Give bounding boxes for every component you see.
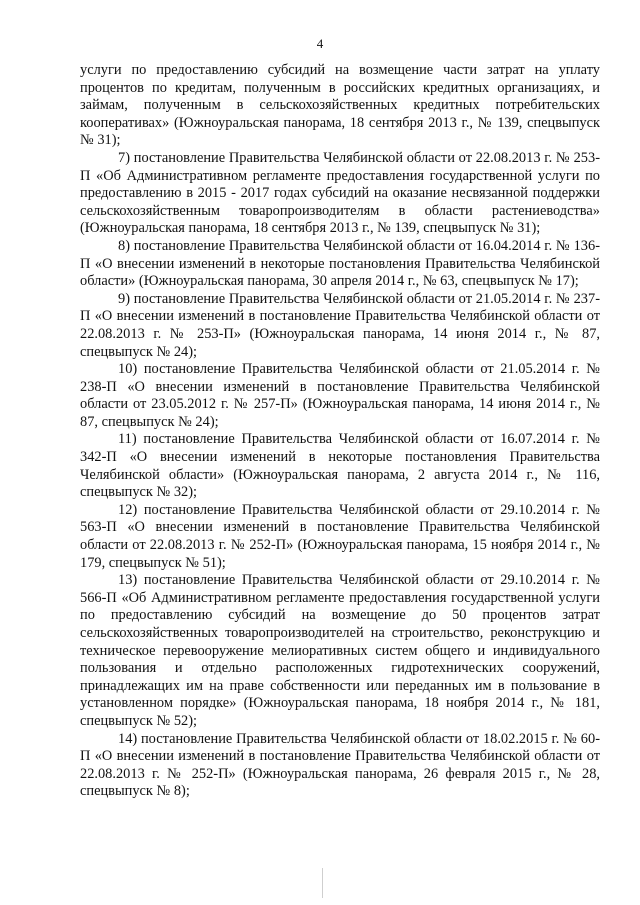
paragraph-continuation: услуги по предоставлению субсидий на возмещение части затрат на уплату процентов по кредитам, полученным в российских кредитных организациях, и займам, полученным в сельскохозяйственных кредитных потребительских кооперативах» (Южноуральская панорама, 18 сентября 2013 г., № 139, спецвыпуск № 31); [80,62,600,149]
paragraph-item-9: 9) постановление Правительства Челябинской области от 21.05.2014 г. № 237-П «О внесении изменений в постановление Правительства Челябинской области от 22.08.2013 г. № 253-П» (Южноуральская панорама, 14 июня 2014 г., № 87, спецвыпуск № 24); [80,290,600,360]
paragraph-item-7: 7) постановление Правительства Челябинской области от 22.08.2013 г. № 253-П «Об Административном регламенте предоставления государственной услуги по предоставлению в 2015 - 2017 годах субсидий на оказание несвязанной поддержки сельскохозяйственным товаропроизводителям в области растениеводства» (Южноуральская панорама, 18 сентября 2013 г., № 139, спецвыпуск № 31); [80,149,600,237]
paragraph-item-8: 8) постановление Правительства Челябинской области от 16.04.2014 г. № 136-П «О внесении изменений в некоторые постановления Правительства Челябинской области» (Южноуральская панорама, 30 апреля 2014 г., № 63, спецвыпуск № 17); [80,237,600,290]
document-body [80,62,600,801]
paragraph-item-10: 10) постановление Правительства Челябинской области от 21.05.2014 г. № 238-П «О внесении изменений в постановление Правительства Челябинской области от 23.05.2012 г. № 257-П» (Южноуральская панорама, 14 июня 2014 г., № 87, спецвыпуск № 24); [80,361,600,430]
paragraph-item-11: 11) постановление Правительства Челябинской области от 16.07.2014 г. № 342-П «О внесении изменений в некоторые постановления Правительства Челябинской области» (Южноуральская панорама, 2 августа 2014 г., № 116, спецвыпуск № 32); [80,431,600,501]
paragraph-item-13: 13) постановление Правительства Челябинской области от 29.10.2014 г. № 566-П «Об Административном регламенте предоставления государственной услуги по предоставлению субсидий на возмещение до 50 процентов затрат сельскохозяйственных товаропроизводителей на строительство, реконструкцию и техническое перевооружение мелиоративных систем общего и индивидуального пользования и отдельно расположенных гидротехнических сооружений, принадлежащих им на праве собственности или переданных им в пользование в установленном порядке» (Южноуральская панорама, 18 ноября 2014 г., № 181, спецвыпуск № 52); [80,572,600,729]
scan-artifact-line [322,868,323,898]
paragraph-item-12: 12) постановление Правительства Челябинской области от 29.10.2014 г. № 563-П «О внесении изменений в постановление Правительства Челябинской области от 22.08.2013 г. № 252-П» (Южноуральская панорама, 15 ноября 2014 г., № 179, спецвыпуск № 51); [80,501,600,571]
page-number: 4 [316,36,324,51]
paragraph-item-14: 14) постановление Правительства Челябинской области от 18.02.2015 г. № 60-П «О внесении изменений в постановление Правительства Челябинской области от 22.08.2013 г. № 252-П» (Южноуральская панорама, 26 февраля 2015 г., № 28, спецвыпуск № 8); [80,730,600,800]
